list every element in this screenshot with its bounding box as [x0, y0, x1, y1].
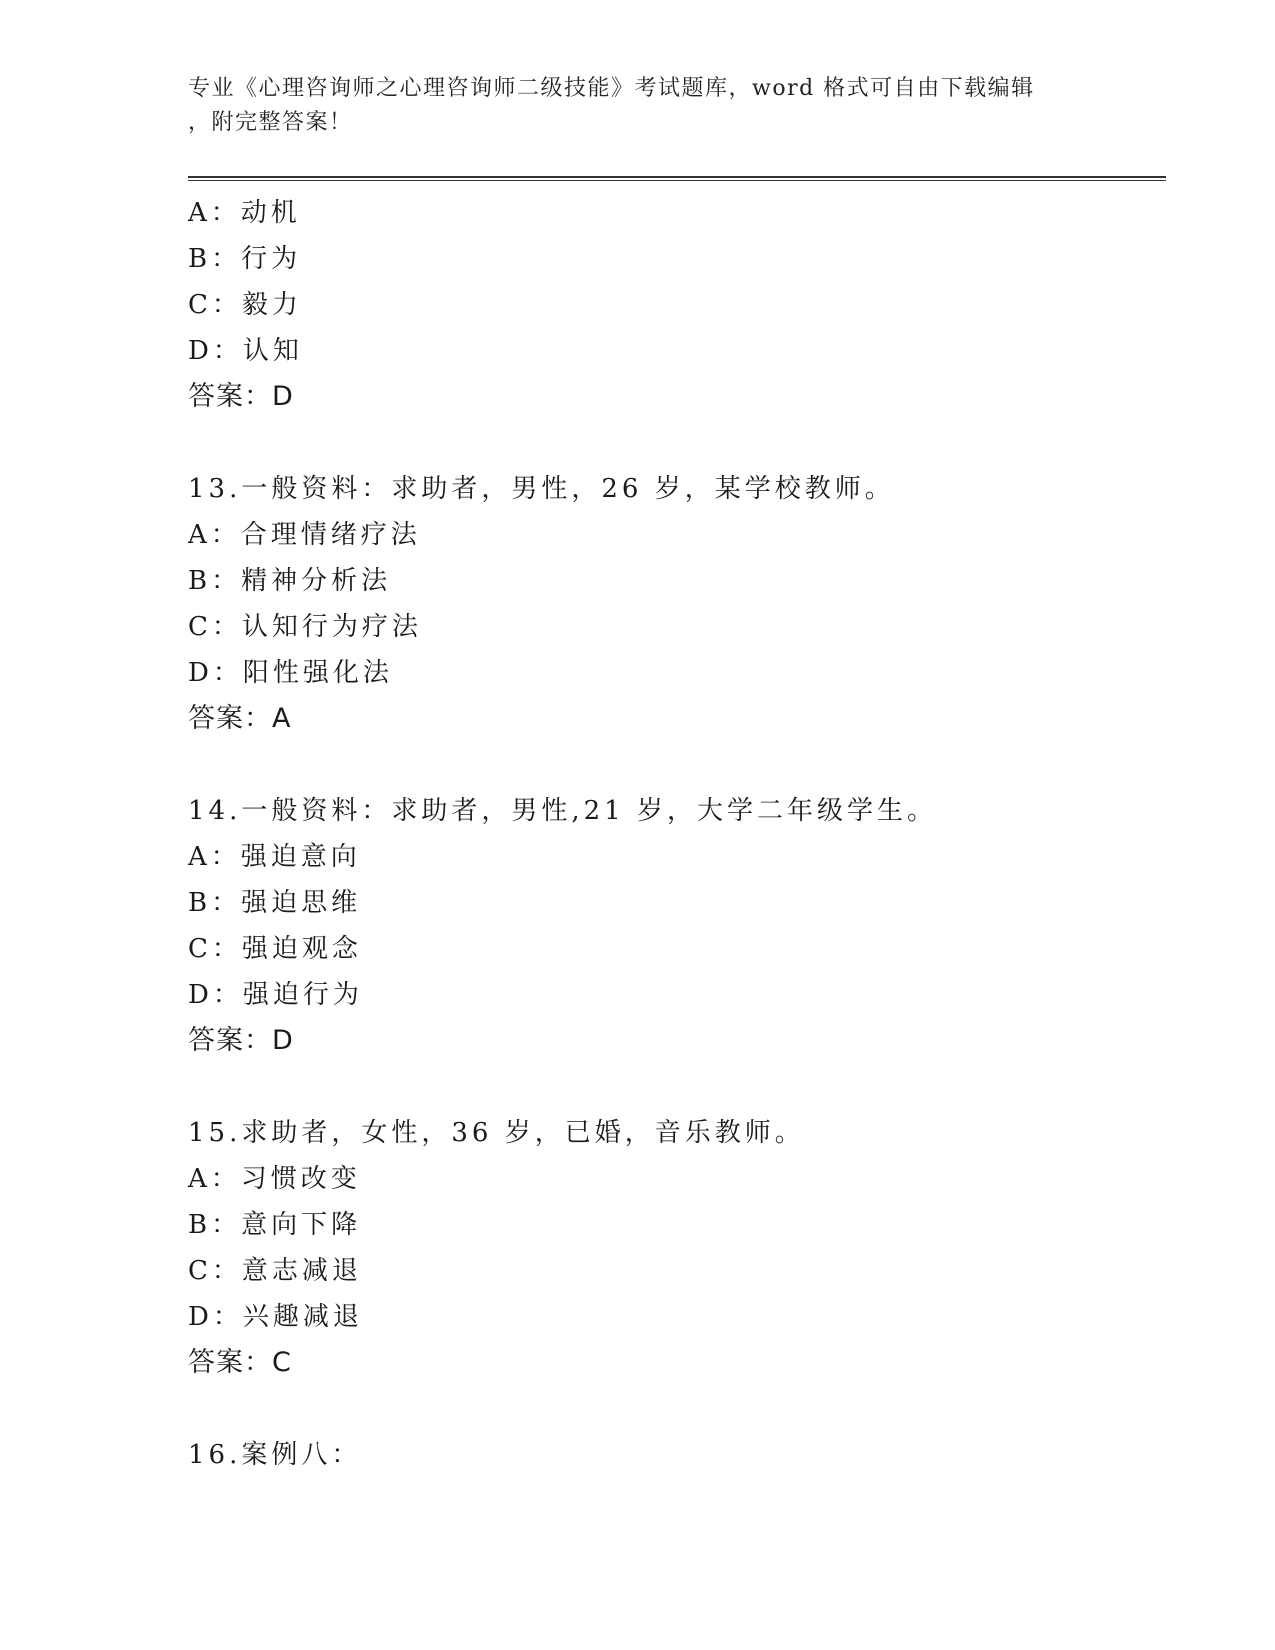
header-divider	[188, 176, 1166, 181]
option-c: C：强迫观念	[188, 934, 362, 964]
question-block-16	[188, 1432, 1168, 1478]
question-block-15	[188, 1110, 1168, 1386]
option-c: C：毅力	[188, 290, 302, 320]
option-a: A：强迫意向	[188, 842, 361, 872]
question-title: 15.求助者，女性，36 岁，已婚，音乐教师。	[188, 1118, 805, 1148]
document-header	[188, 72, 1088, 140]
spacer	[188, 1386, 1168, 1432]
option-c: C：认知行为疗法	[188, 612, 422, 642]
option-d: D：强迫行为	[188, 980, 363, 1010]
option-d: D：认知	[188, 336, 303, 366]
question-block-12	[188, 190, 1168, 420]
option-d: D：兴趣减退	[188, 1302, 363, 1332]
answer-line: 答案：D	[188, 1025, 294, 1056]
question-block-14	[188, 788, 1168, 1064]
answer-line: 答案：A	[188, 703, 292, 734]
spacer	[188, 420, 1168, 466]
option-a: A：合理情绪疗法	[188, 520, 421, 550]
option-b: B：意向下降	[188, 1210, 362, 1240]
spacer	[188, 742, 1168, 788]
option-b: B：行为	[188, 244, 302, 274]
question-block-13	[188, 466, 1168, 742]
answer-line: 答案：D	[188, 381, 294, 412]
question-list	[188, 190, 1168, 1478]
option-a: A：动机	[188, 198, 301, 228]
header-line-2: ，附完整答案！	[188, 110, 353, 135]
answer-line: 答案：C	[188, 1347, 292, 1378]
option-b: B：精神分析法	[188, 566, 392, 596]
option-b: B：强迫思维	[188, 888, 362, 918]
option-a: A：习惯改变	[188, 1164, 361, 1194]
option-c: C：意志减退	[188, 1256, 362, 1286]
question-title: 13.一般资料：求助者，男性，26 岁，某学校教师。	[188, 474, 895, 504]
question-title: 16.案例八：	[188, 1440, 362, 1470]
header-line-1: 专业《心理咨询师之心理咨询师二级技能》考试题库，word 格式可自由下载编辑	[188, 76, 1035, 101]
spacer	[188, 1064, 1168, 1110]
option-d: D：阳性强化法	[188, 658, 393, 688]
question-title: 14.一般资料：求助者，男性,21 岁，大学二年级学生。	[188, 796, 937, 826]
